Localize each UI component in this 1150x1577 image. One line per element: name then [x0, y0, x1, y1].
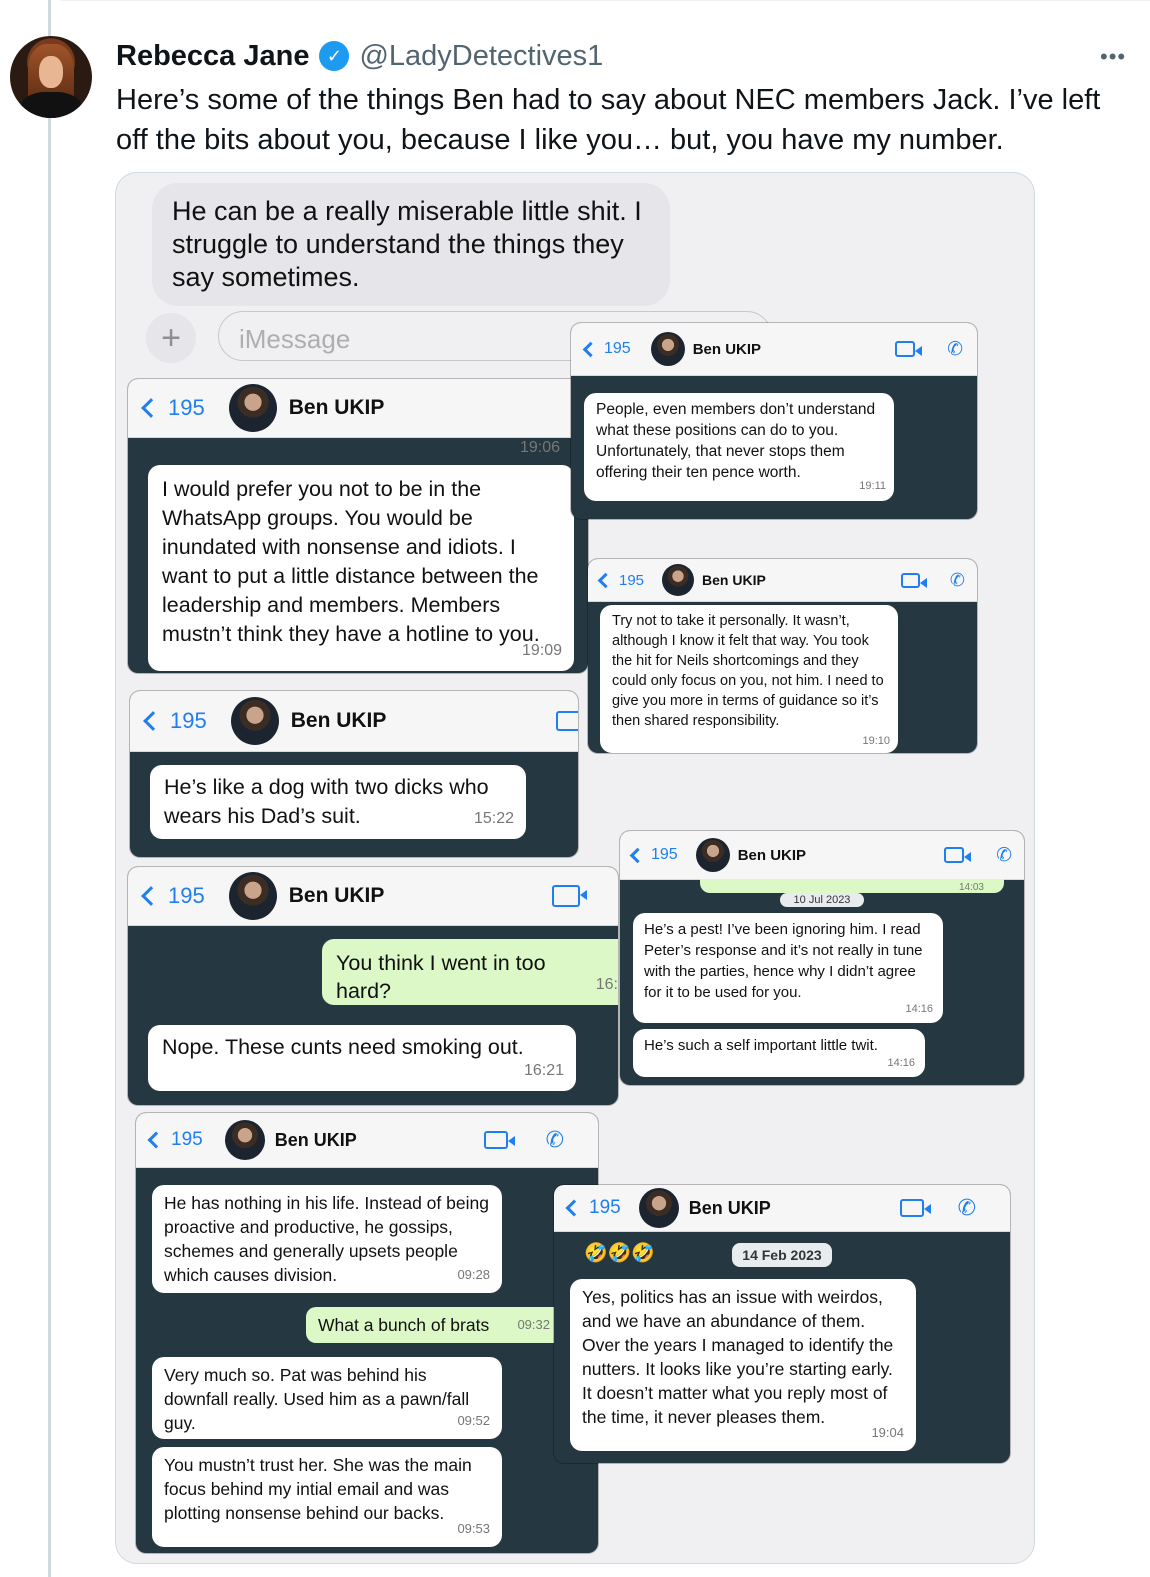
- message-bubble: [570, 1279, 916, 1451]
- back-button: 195: [150, 1129, 203, 1151]
- chat-screenshot-6: [128, 867, 618, 1105]
- timestamp: 09:32: [517, 1317, 550, 1332]
- contact-avatar: [231, 697, 279, 745]
- message-bubble: [584, 393, 894, 501]
- message-bubble: [633, 1029, 925, 1077]
- message-bubble: [633, 913, 943, 1023]
- timestamp: 19:09: [521, 642, 562, 659]
- chat-header: [571, 323, 977, 376]
- message-text: Try not to take it personally. It wasn’t, although I know it felt that way. You took the hit for Neils shortcomings and they could only focus on you, not him. I need to give you more in terms of guidance so it’s then shared responsibility.: [612, 613, 884, 729]
- video-call-icon: [895, 341, 915, 357]
- avatar[interactable]: [10, 36, 92, 118]
- message-text: He’s such a self important little twit.: [644, 1037, 878, 1054]
- message-text: Nope. These cunts need smoking out.: [162, 1035, 524, 1059]
- timestamp: 15:22: [473, 810, 514, 827]
- video-call-icon: [944, 847, 964, 863]
- contact-avatar: [639, 1188, 679, 1228]
- phone-icon: ✆: [957, 1195, 976, 1220]
- video-call-icon: [552, 885, 580, 907]
- timestamp: 19:10: [862, 735, 890, 747]
- chat-header: [128, 867, 618, 926]
- chat-header: [136, 1113, 598, 1168]
- message-text: You mustn’t trust her. She was the main focus behind my intial email and was plotting nonsense behind our backs.: [164, 1455, 472, 1523]
- contact-avatar: [225, 1120, 265, 1160]
- chat-screenshot-8: [554, 1185, 1010, 1463]
- message-text: He has nothing in his life. Instead of being proactive and productive, he gossips, schemes and generally upsets people which causes division.: [164, 1193, 489, 1285]
- timestamp: 09:53: [457, 1521, 490, 1536]
- contact-name: Ben UKIP: [702, 572, 766, 588]
- video-call-icon: [900, 1199, 924, 1217]
- outgoing-bubble: [700, 879, 1004, 893]
- contact-name: Ben UKIP: [274, 1129, 357, 1150]
- chat-header: [620, 831, 1024, 880]
- message-text: Yes, politics has an issue with weirdos, and we have an abundance of them. Over the years I managed to identify the nutters. It looks like you’re starting early. It doesn’t matter what you reply most of the time, it never pleases them.: [582, 1287, 894, 1427]
- contact-name: Ben UKIP: [288, 884, 385, 907]
- message-bubble: [152, 1185, 502, 1293]
- tweet-header: [116, 38, 603, 74]
- phone-icon: ✆: [545, 1127, 564, 1152]
- chat-screenshot-1: [128, 379, 588, 673]
- message-bubble: [148, 1025, 576, 1091]
- video-call-icon: [901, 573, 920, 588]
- timestamp: 09:28: [457, 1267, 490, 1282]
- chat-screenshot-5: [620, 831, 1024, 1085]
- timestamp: 16:21: [523, 1062, 564, 1079]
- chat-screenshot-4: [130, 691, 578, 857]
- tweet-image[interactable]: [115, 172, 1035, 1564]
- contact-name: Ben UKIP: [688, 1197, 771, 1218]
- video-call-icon: [484, 1131, 508, 1149]
- timestamp: 16:: [595, 976, 618, 993]
- phone-icon: ✆: [996, 844, 1012, 866]
- thread-line: [48, 0, 51, 1577]
- author-handle[interactable]: @LadyDetectives1: [359, 39, 604, 72]
- contact-name: Ben UKIP: [737, 846, 807, 864]
- message-text: People, even members don’t understand what these positions can do to you. Unfortunately, that never stops them offering their ten pence worth.: [596, 401, 876, 481]
- chat-header: [554, 1185, 1010, 1232]
- chat-screenshot-2: [571, 323, 977, 519]
- contact-avatar: [229, 872, 277, 920]
- imessage-bubble: He can be a really miserable little shit. I struggle to understand the things they say sometimes.: [152, 183, 670, 306]
- chat-header: [588, 559, 977, 602]
- chat-screenshot-3: [588, 559, 977, 753]
- message-text: You think I went in too hard?: [336, 951, 546, 1003]
- contact-name: Ben UKIP: [288, 396, 385, 419]
- message-text: What a bunch of brats: [318, 1315, 490, 1335]
- timestamp: 19:04: [871, 1425, 904, 1440]
- back-button: 195: [585, 340, 631, 358]
- message-bubble: [150, 765, 526, 839]
- contact-avatar: [696, 838, 730, 872]
- contact-avatar: [229, 384, 277, 432]
- chat-screenshot-7: [136, 1113, 598, 1553]
- message-bubble: [152, 1357, 502, 1439]
- video-call-icon: [556, 711, 578, 731]
- back-button: 195: [146, 708, 207, 734]
- message-bubble: [148, 465, 574, 671]
- phone-icon: ✆: [949, 569, 965, 590]
- more-options-icon[interactable]: •••: [1100, 44, 1127, 69]
- timestamp: 19:06: [520, 439, 561, 456]
- contact-avatar: [651, 332, 685, 366]
- timestamp: 14:03: [958, 882, 984, 893]
- emoji-reaction: 🤣🤣🤣: [584, 1243, 655, 1264]
- back-button: 195: [144, 883, 205, 909]
- imessage-input: iMessage: [218, 311, 772, 361]
- outgoing-bubble: [306, 1307, 554, 1343]
- verified-badge-icon: ✓: [319, 41, 349, 71]
- back-button: 195: [568, 1197, 621, 1219]
- message-text: He’s a pest! I’ve been ignoring him. I read Peter’s response and it’s not really in tune with the parties, hence why I didn’t agree for it to be used for you.: [644, 921, 923, 1001]
- back-button: 195: [632, 846, 678, 864]
- message-bubble: [600, 605, 898, 753]
- message-bubble: [152, 1447, 502, 1547]
- timestamp: 14:16: [905, 1003, 933, 1015]
- message-text: I would prefer you not to be in the WhatsApp groups. You would be inundated with nonsense and idiots. I want to put a little distance between the leadership and members. Members mustn’t think they have a hotline to you.: [162, 477, 540, 646]
- divider: [60, 0, 1150, 1]
- timestamp: 19:11: [859, 480, 886, 492]
- contact-name: Ben UKIP: [692, 340, 762, 358]
- phone-icon: ✆: [947, 338, 963, 360]
- timestamp: 09:52: [457, 1413, 490, 1428]
- contact-name: Ben UKIP: [290, 709, 387, 732]
- outgoing-bubble: [322, 939, 618, 1005]
- author-name[interactable]: Rebecca Jane: [116, 39, 310, 72]
- chat-header: [128, 379, 588, 438]
- date-separator: 14 Feb 2023: [732, 1243, 832, 1267]
- plus-icon: +: [146, 313, 196, 363]
- back-button: 195: [144, 395, 205, 421]
- contact-avatar: [662, 564, 694, 596]
- message-text: He’s like a dog with two dicks who wears his Dad’s suit.: [164, 775, 489, 828]
- date-separator: 10 Jul 2023: [780, 893, 864, 907]
- chat-header: [130, 691, 578, 752]
- back-button: 195: [600, 572, 644, 589]
- message-text: Very much so. Pat was behind his downfall really. Used him as a pawn/fall guy.: [164, 1365, 470, 1433]
- tweet-text: Here’s some of the things Ben had to say about NEC members Jack. I’ve left off the bits about you, because I like you… but, you have my number.: [116, 84, 1101, 156]
- timestamp: 14:16: [887, 1057, 915, 1069]
